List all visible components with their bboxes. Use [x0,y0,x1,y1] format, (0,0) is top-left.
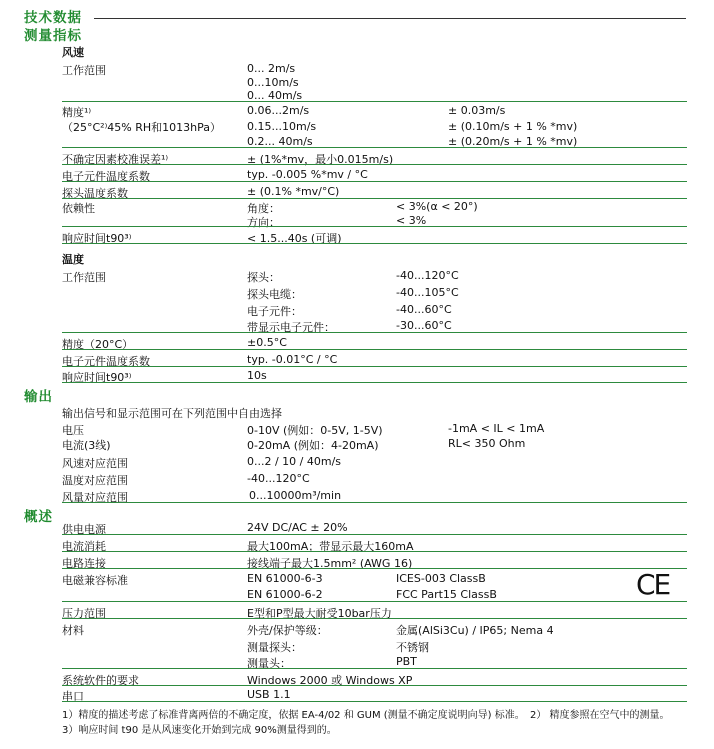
output-voltage-label: 电压 [62,424,84,437]
wind-dep-label: 依赖性 [62,202,95,215]
output-intro: 输出信号和显示范围可在下列范围中自由选择 [62,407,282,420]
temp-range-value-2: -40...105°C [396,286,459,299]
footnote-3: 3）响应时间 t90 是从风速变化开始到完成 90%测量得到的。 [62,725,337,736]
output-voltage-value: 0-10V (例如：0-5V, 1-5V) [247,424,383,437]
temp-range-label-1: 探头： [247,271,280,284]
footnote-2: 2） 精度参照在空气中的测量。 [530,710,670,721]
wind-acc-value-1: ± 0.03m/s [448,104,506,117]
output-wind-range-label: 风速对应范围 [62,457,128,470]
rule [62,181,687,182]
temp-accuracy-label: 精度（20°C） [62,338,134,351]
pressure-value: E型和P型最大耐受10bar压力 [247,607,392,620]
emc-value-2: EN 61000-6-2 [247,588,323,601]
connection-value: 接线端子最大1.5mm² (AWG 16) [247,557,413,570]
temp-range-label-2: 探头电缆： [247,288,302,301]
material-label-3: 测量头： [247,657,291,670]
wind-resp-value: < 1.5...40s (可调) [247,232,342,245]
wind-probe-temp-label: 探头温度系数 [62,187,128,200]
material-label: 材料 [62,624,84,637]
consumption-label: 电流消耗 [62,540,106,553]
software-label: 系统软件的要求 [62,674,139,687]
rule [62,198,687,199]
rule [62,568,687,569]
emc-label: 电磁兼容标准 [62,574,128,587]
material-value-3: PBT [396,655,417,668]
wind-acc-value-3: ± (0.20m/s + 1 % *mv) [448,135,578,148]
rule [62,685,687,686]
output-voltage-note: -1mA < IL < 1mA [448,422,545,435]
rule [62,618,687,619]
wind-uncert-label: 不确定因素校准误差¹⁾ [62,153,169,166]
output-current-value: 0-20mA (例如：4-20mA) [247,439,379,452]
emc-value2-2: FCC Part15 ClassB [396,588,497,601]
wind-dep-dir-label: 方向： [247,216,280,229]
wind-range-3: 0... 40m/s [247,89,303,102]
wind-dep-angle-label: 角度： [247,202,280,215]
rule [62,701,687,702]
temp-accuracy-value: ±0.5°C [247,336,287,349]
output-current-note: RL< 350 Ohm [448,437,526,450]
rule [62,226,687,227]
port-label: 串口 [62,690,84,703]
title-rule [94,18,686,19]
wind-probe-temp-value: ± (0.1% *mv/°C) [247,185,340,198]
pressure-label: 压力范围 [62,607,106,620]
port-value: USB 1.1 [247,688,291,701]
emc-value-1: EN 61000-6-3 [247,572,323,585]
wind-dep-angle-value: < 3%(α < 20°) [396,200,478,213]
material-label-2: 测量探头： [247,641,302,654]
temp-range-value-1: -40...120°C [396,269,459,282]
rule [62,349,687,350]
wind-elec-temp-label: 电子元件温度系数 [62,170,150,183]
wind-subtitle: 风速 [62,46,84,59]
temp-resp-value: 10s [247,369,267,382]
wind-resp-label: 响应时间t90³⁾ [62,232,132,245]
temp-subtitle: 温度 [62,253,84,266]
wind-range-label: 工作范围 [62,64,106,77]
temp-resp-label: 响应时间t90³⁾ [62,371,132,384]
rule [62,332,687,333]
rule [62,243,687,244]
wind-accuracy-label: 精度¹⁾ [62,106,92,119]
output-wind-range-value: 0...2 / 10 / 40m/s [247,455,342,468]
output-current-label: 电流(3线) [62,439,111,452]
rule [62,601,687,602]
temp-elec-temp-value: typ. -0.01°C / °C [247,353,338,366]
wind-uncert-value: ± (1%*mv，最小0.015m/s) [247,153,394,166]
wind-range-1: 0... 2m/s [247,62,296,75]
supply-label: 供电电源 [62,523,106,536]
output-temp-range-label: 温度对应范围 [62,474,128,487]
wind-elec-temp-value: typ. -0.005 %*mv / °C [247,168,368,181]
wind-acc-value-2: ± (0.10m/s + 1 % *mv) [448,120,578,133]
temp-range-value-3: -40...60°C [396,303,452,316]
supply-value: 24V DC/AC ± 20% [247,521,348,534]
rule [62,534,687,535]
rule [62,164,687,165]
output-temp-range-value: -40...120°C [247,472,310,485]
rule [62,147,687,148]
connection-label: 电路连接 [62,557,106,570]
wind-acc-range-2: 0.15...10m/s [247,120,317,133]
output-flow-range-label: 风量对应范围 [62,491,128,504]
rule [62,382,687,383]
temp-elec-temp-label: 电子元件温度系数 [62,355,150,368]
rule [62,101,687,102]
section-measure-title: 测量指标 [24,28,82,44]
section-output-title: 输出 [24,389,53,405]
wind-dep-dir-value: < 3% [396,214,427,227]
material-value-2: 不锈钢 [396,641,429,654]
software-value: Windows 2000 或 Windows XP [247,674,413,687]
rule [62,551,687,552]
material-label-1: 外壳/保护等级： [247,624,328,637]
rule [62,366,687,367]
wind-acc-range-1: 0.06...2m/s [247,104,310,117]
output-flow-range-value: 0...10000m³/min [249,489,342,502]
temp-range-value-4: -30...60°C [396,319,452,332]
wind-accuracy-cond: （25°C²⁾45% RH和1013hPa） [62,121,221,134]
footnote-1: 1）精度的描述考虑了标准背离两倍的不确定度，依据 EA-4/02 和 GUM (测量不确定度说明向导) 标准。 [62,710,525,721]
wind-range-2: 0...10m/s [247,76,299,89]
page-title: 技术数据 [24,10,82,26]
temp-range-label-4: 带显示电子元件： [247,321,335,334]
ce-mark-icon: CE [636,568,670,601]
wind-acc-range-3: 0.2... 40m/s [247,135,313,148]
section-general-title: 概述 [24,509,53,525]
emc-value2-1: ICES-003 ClassB [396,572,486,585]
consumption-value: 最大100mA；带显示最大160mA [247,540,414,553]
temp-range-label-3: 电子元件： [247,305,302,318]
material-value-1: 金属(AlSi3Cu) / IP65; Nema 4 [396,624,554,637]
temp-range-label: 工作范围 [62,271,106,284]
rule [62,668,687,669]
rule [62,502,687,503]
